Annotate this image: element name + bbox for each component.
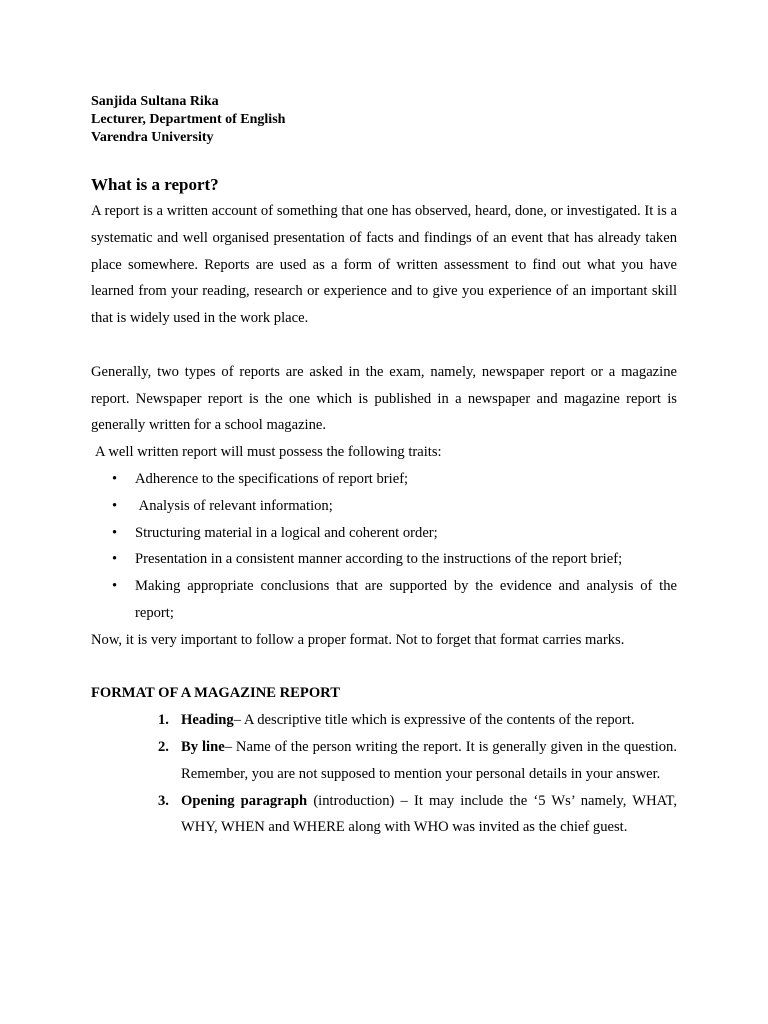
list-item: • Analysis of relevant information;: [135, 493, 677, 520]
item-text: – Name of the person writing the report. It is generally given in the question. Remember, you are not supposed to mention your personal details in your answer.: [181, 738, 677, 782]
traits-list: [91, 466, 677, 627]
item-number: 3.: [158, 792, 169, 809]
item-number: 2.: [158, 738, 169, 755]
intro-paragraph: A report is a written account of something that one has observed, heard, done, or investigated. It is a systematic and well organised presentation of facts and findings of an event that has already taken place somewhere. Reports are used as a form of written assessment to find out what you have learned from your reading, research or experience and to give you experience of an important skill that is widely used in the work place.: [91, 203, 677, 327]
list-item: • Making appropriate conclusions that are supported by the evidence and analysis of the report;: [135, 573, 677, 627]
author-name: Sanjida Sultana Rika: [91, 94, 219, 109]
list-item: [158, 707, 677, 734]
list-item: • Presentation in a consistent manner according to the instructions of the report brief;: [135, 546, 677, 573]
list-item: [158, 734, 677, 788]
item-number: 1.: [158, 712, 169, 729]
author-university: Varendra University: [91, 130, 214, 145]
item-text: – A descriptive title which is expressive of the contents of the report.: [233, 712, 635, 729]
list-item: • Adherence to the specifications of report brief;: [135, 466, 677, 493]
list-item: [158, 788, 681, 842]
list-item: • Structuring material in a logical and coherent order;: [135, 520, 677, 547]
traits-intro: A well written report will must possess the following traits:: [95, 444, 442, 461]
item-text: (introduction) – It may include the ‘5 Ws’ namely, WHAT, WHY, WHEN and WHERE along with WHO was invited as the chief guest.: [181, 792, 681, 836]
item-term: Heading: [181, 712, 234, 729]
section-heading: What is a report?: [91, 175, 219, 194]
format-note: Now, it is very important to follow a proper format. Not to forget that format carries marks.: [91, 631, 625, 648]
document-page: [91, 93, 681, 841]
item-term: Opening paragraph: [181, 792, 308, 809]
author-position: Lecturer, Department of English: [91, 112, 286, 127]
item-term: By line: [181, 738, 225, 755]
format-list: [91, 707, 681, 841]
format-heading: FORMAT OF A MAGAZINE REPORT: [91, 685, 340, 702]
types-paragraph: Generally, two types of reports are asked in the exam, namely, newspaper report or a magazine report. Newspaper report is the one which is published in a newspaper and magazine report is generally written for a school magazine.: [91, 363, 677, 434]
author-block: [91, 93, 677, 147]
